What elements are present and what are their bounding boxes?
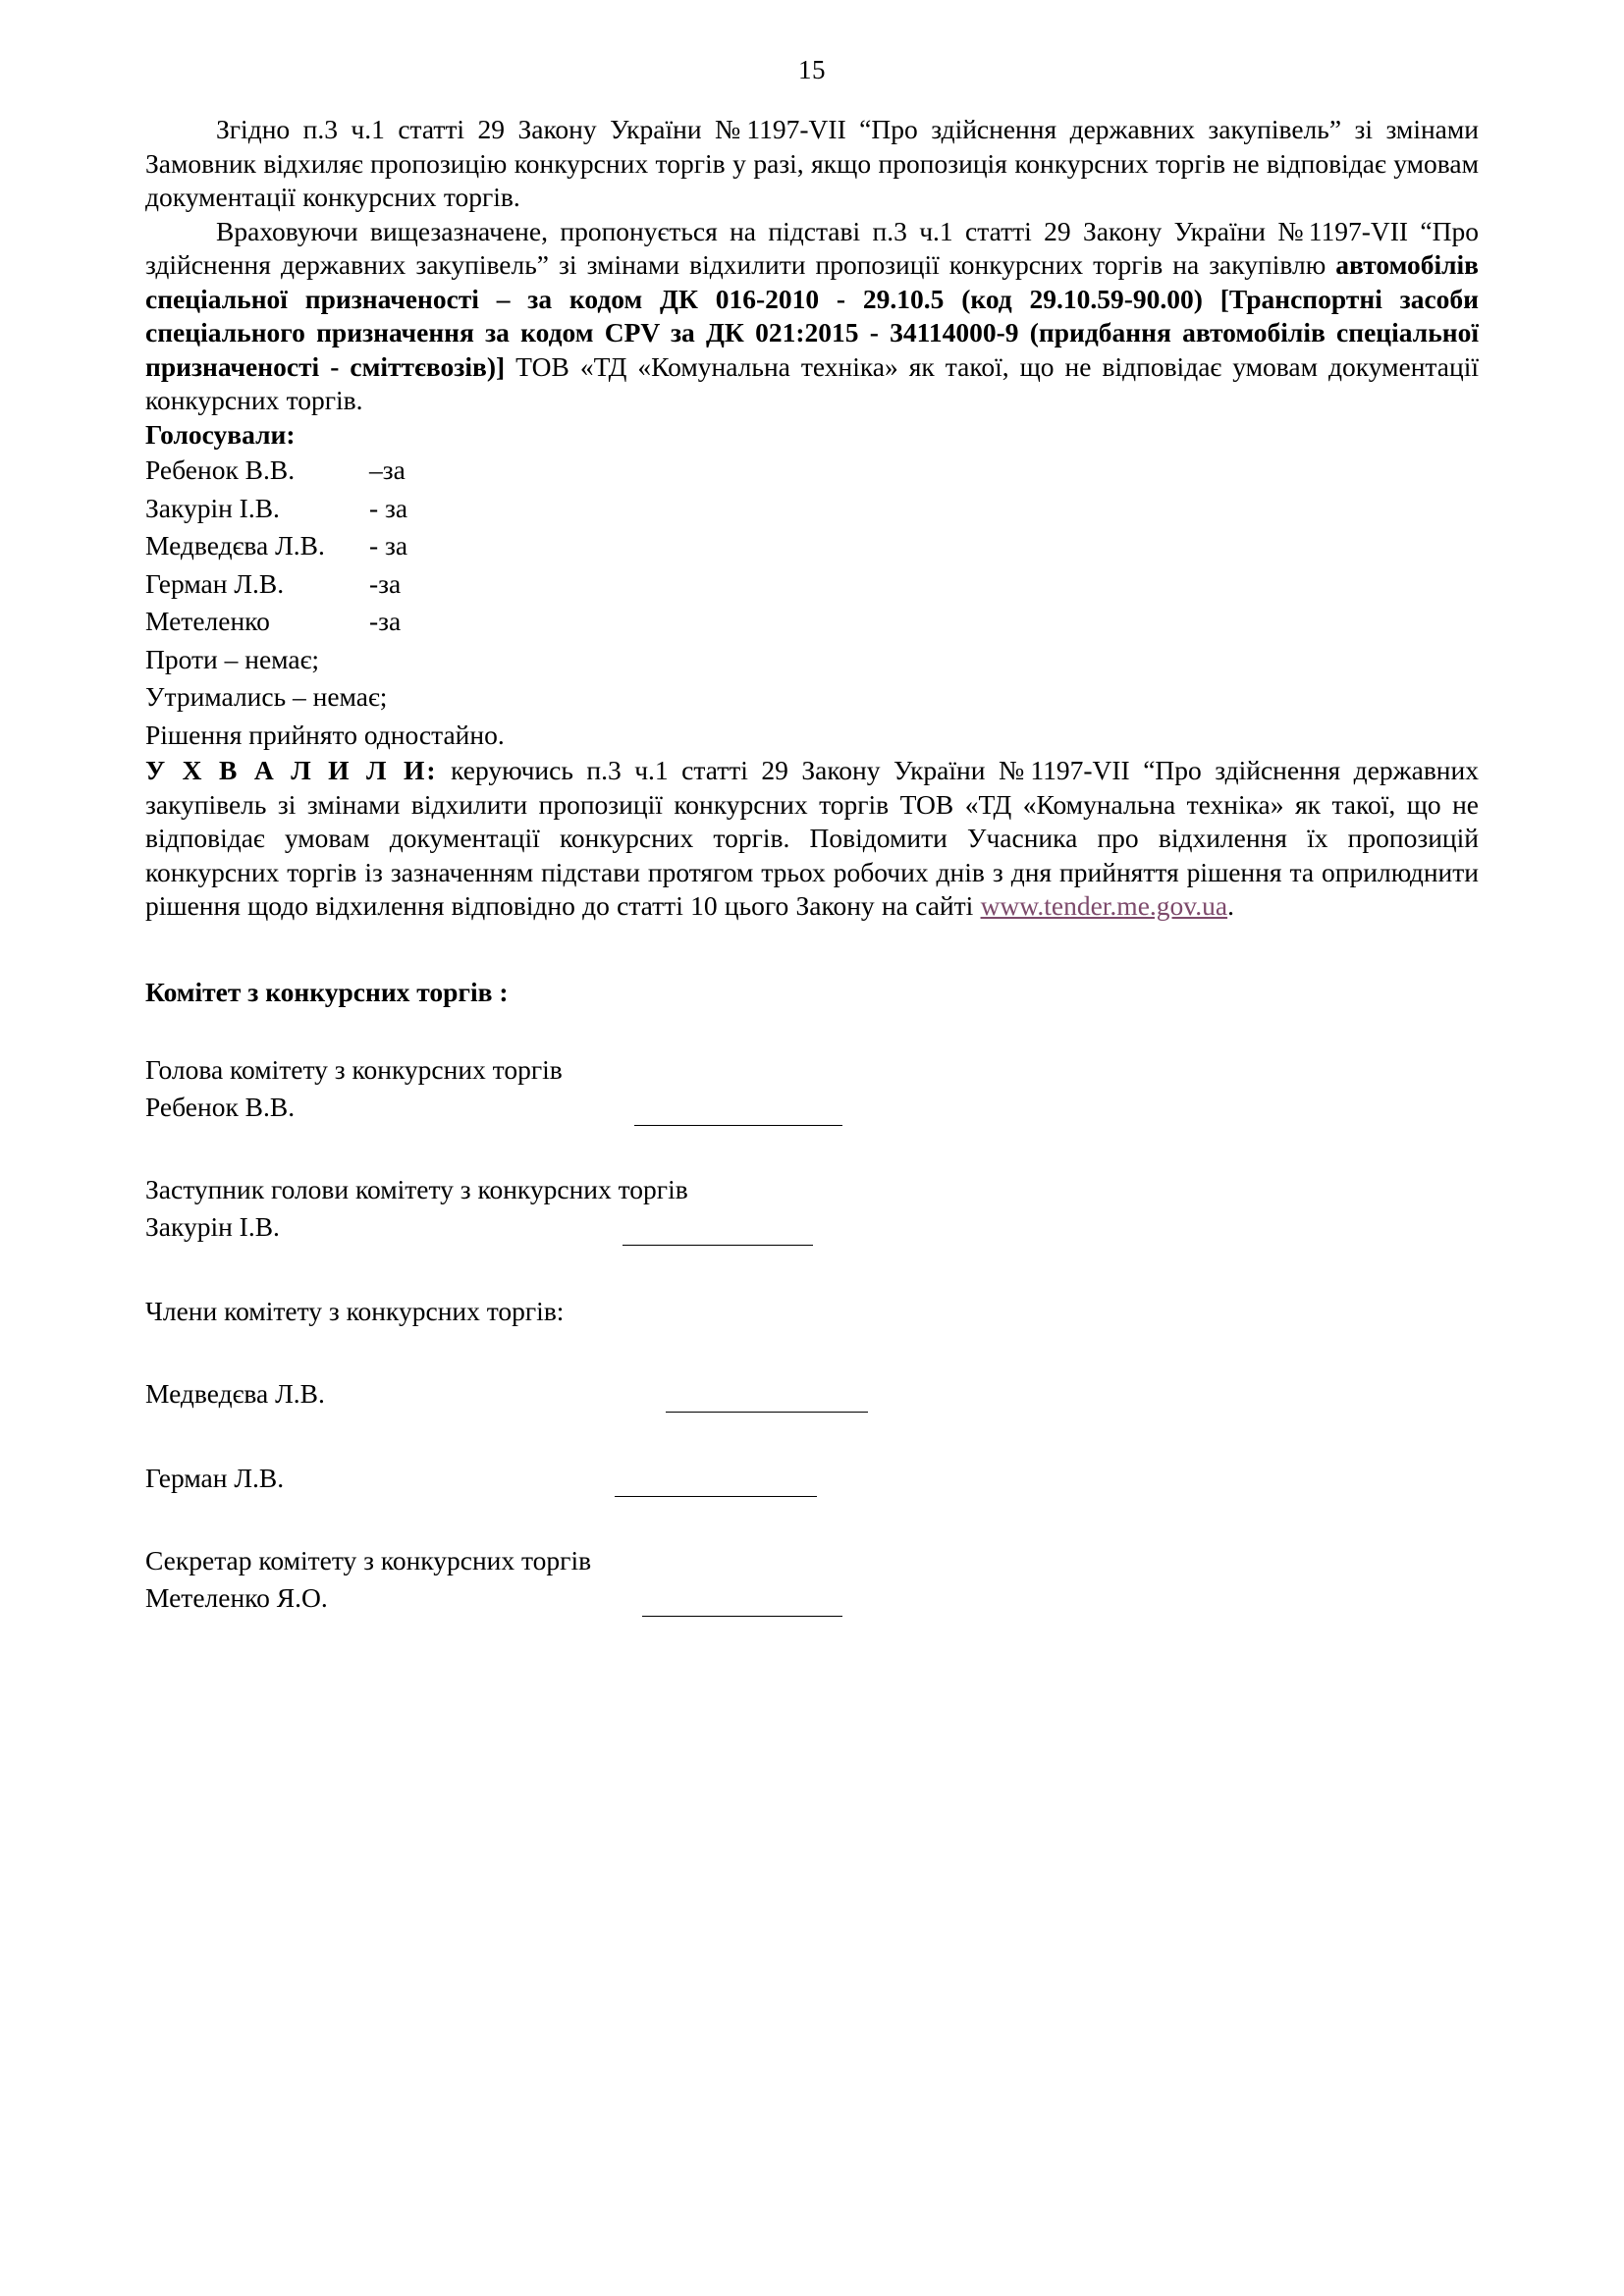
signature-line[interactable]: [634, 1125, 842, 1126]
signature-line[interactable]: [615, 1496, 817, 1497]
paragraph-1: [145, 113, 1479, 215]
paragraph-2-bold-codes: автомобілів спеціальної призначеності – за кодом ДК 016-2010 - 29.10.5 (код 29.10.59-90.00) [Транспортні засоби спеціального призначення за кодом CPV за ДК 021:2015 - 34114000-9 (придбання автомобілів спеціальної призначеності - сміттєвозів)]: [145, 249, 1479, 382]
vote-row: [145, 565, 1479, 604]
page-number: 15: [798, 55, 826, 84]
resolution-paragraph: [145, 754, 1479, 924]
vote-name: Закурін І.В.: [145, 492, 280, 523]
vote-value: -за: [369, 567, 402, 599]
committee-title: Комітет з конкурсних торгів :: [145, 976, 509, 1007]
paragraph-2-tail-text: ТОВ «ТД «Комунальна техніка» як такої, що не відповідає умовам документації конкурсних торгів.: [145, 350, 1479, 415]
member-row: [145, 1375, 1479, 1415]
vote-value: -за: [369, 606, 402, 636]
voting-heading: Голосували:: [145, 418, 296, 450]
resolution-label: У Х В А Л И Л И:: [145, 755, 438, 785]
vote-value: - за: [369, 492, 408, 523]
vote-row: [145, 490, 1479, 528]
signature-line[interactable]: [623, 1245, 813, 1246]
vote-name: Ребенок В.В.: [145, 454, 296, 485]
signature-block-deputy: [145, 1171, 1479, 1248]
tender-website-link[interactable]: www.tender.me.gov.ua: [980, 890, 1228, 921]
members-label: Члени комітету з конкурсних торгів:: [145, 1295, 565, 1326]
vote-row: [145, 452, 1479, 490]
member-name: Герман Л.В.: [145, 1462, 285, 1493]
secretary-role: Секретар комітету з конкурсних торгів: [145, 1544, 592, 1575]
page-content: [145, 0, 1479, 1619]
paragraph-2-lead-text: Враховуючи вищезазначене, пропонується на підставі п.3 ч.1 статті 29 Закону України №1197-VII “Про здійснення державних закупівель” зі змінами відхилити пропозиції конкурсних торгів на закупівлю: [145, 215, 1479, 280]
deputy-name: Закурін І.В.: [145, 1210, 280, 1242]
member-name: Медведєва Л.В.: [145, 1377, 325, 1409]
chair-role: Голова комітету з конкурсних торгів: [145, 1053, 563, 1085]
signature-block-chair: [145, 1051, 1479, 1128]
member-row: [145, 1460, 1479, 1499]
resolution-text: керуючись п.3 ч.1 статті 29 Закону України №1197-VII “Про здійснення державних закупівель зі змінами відхилити пропозиції конкурсних торгів ТОВ «ТД «Комунальна техніка» як такої, що не відповідає умовам документації конкурсних торгів. Повідомити Учасника про відхилення їх пропозицій конкурсних торгів із зазначенням підстави протягом трьох робочих днів з дня прийняття рішення та оприлюднити рішення щодо відхилення відповідно до статті 10 цього Закону на сайті: [145, 755, 1479, 921]
vote-row: [145, 527, 1479, 565]
paragraph-1-text: Згідно п.3 ч.1 статті 29 Закону України №1197-VII “Про здійснення державних закупівель” зі змінами Замовник відхиляє пропозицію конкурсних торгів у разі, якщо пропозиція конкурсних торгів не відповідає умовам документації конкурсних торгів.: [145, 114, 1479, 212]
vote-abstained: Утримались – немає;: [145, 681, 388, 712]
deputy-role: Заступник голови комітету з конкурсних торгів: [145, 1173, 688, 1204]
resolution-text-end: .: [1227, 890, 1234, 921]
vote-result: Рішення прийнято одностайно.: [145, 719, 505, 750]
chair-name: Ребенок В.В.: [145, 1091, 296, 1122]
signature-line[interactable]: [666, 1412, 868, 1413]
vote-name: Герман Л.В.: [145, 567, 285, 599]
signature-line[interactable]: [642, 1616, 842, 1617]
chair-name-row: [145, 1089, 1479, 1128]
vote-name: Метеленко: [145, 606, 270, 636]
document-body: [145, 113, 1479, 1619]
vote-against: Проти – немає;: [145, 643, 320, 674]
signature-block-secretary: [145, 1542, 1479, 1619]
secretary-name: Метеленко Я.О.: [145, 1581, 328, 1613]
vote-value: - за: [369, 530, 408, 561]
paragraph-2: [145, 215, 1479, 418]
vote-value: –за: [369, 454, 406, 485]
vote-row: [145, 603, 1479, 641]
vote-name: Медведєва Л.В.: [145, 530, 325, 561]
secretary-name-row: [145, 1579, 1479, 1619]
deputy-name-row: [145, 1208, 1479, 1248]
